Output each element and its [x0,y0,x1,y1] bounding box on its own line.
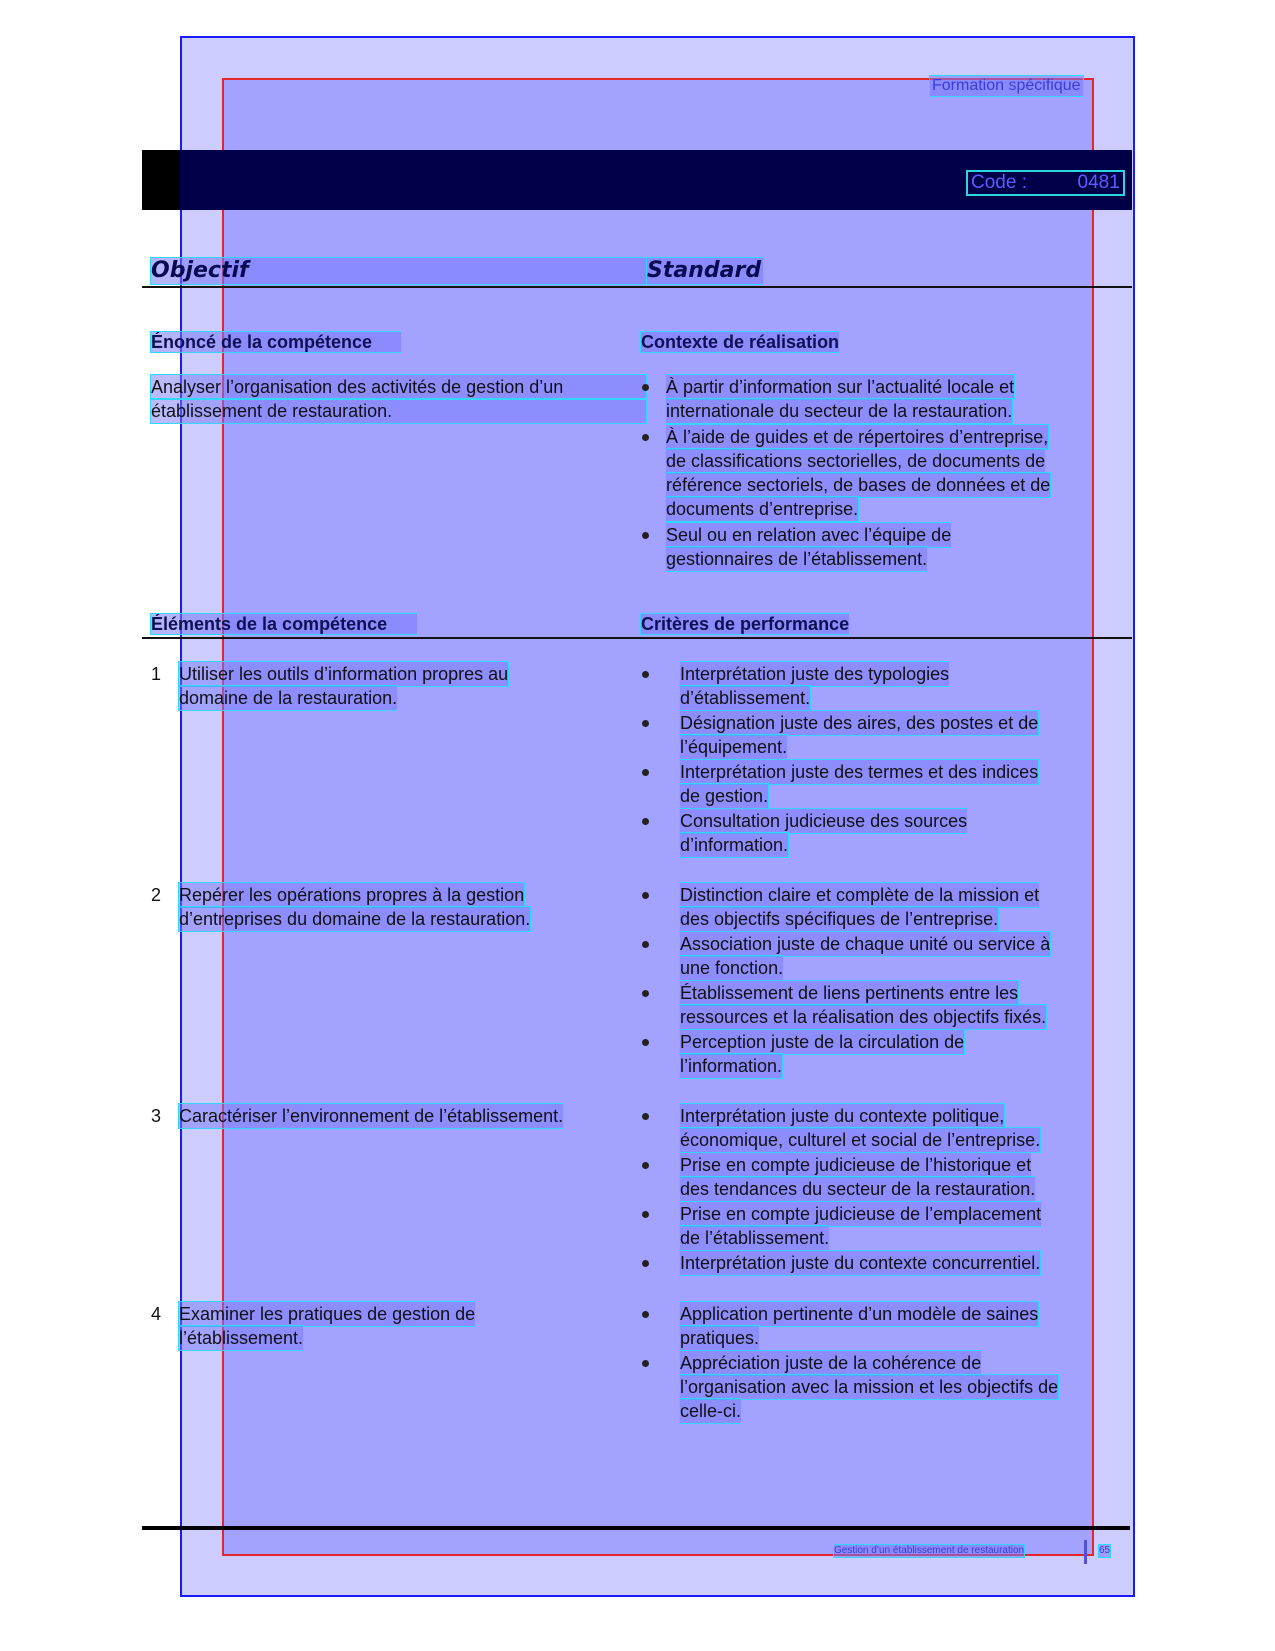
bullet-icon [642,1211,649,1218]
heading-rule [142,286,1132,288]
element-1: 1 Utiliser les outils d’information propres au domaine de la restauration. [151,664,509,708]
criterion: Consultation judicieuse des sources d’information. [641,809,1111,857]
footer-separator [1084,1540,1087,1564]
code-value: 0481 [1077,172,1120,193]
contexte-list [641,375,1101,571]
element-2: 2 Repérer les opérations propres à la gestion d’entreprises du domaine de la restauration. [151,885,531,929]
elements-label: Éléments de la compétence [151,614,417,634]
bullet-icon [642,671,649,678]
criterion: Distinction claire et complète de la mission et des objectifs spécifiques de l’entreprise. [641,883,1111,931]
code-box [966,170,1125,196]
criterion: Prise en compte judicieuse de l’historique et des tendances du secteur de la restauration. [641,1153,1111,1201]
criteres-label: Critères de performance [641,614,850,634]
criteria-list-2 [641,883,1111,1078]
element-4: 4 Examiner les pratiques de gestion de l’établissement. [151,1304,476,1348]
criterion: Établissement de liens pertinents entre les ressources et la réalisation des objectifs fixés. [641,981,1111,1029]
element-3: 3 Caractériser l’environnement de l’établissement. [151,1106,564,1126]
criteria-list-3 [641,1104,1111,1275]
criterion: Interprétation juste des termes et des indices de gestion. [641,760,1111,808]
criterion: Perception juste de la circulation de l’information. [641,1030,1111,1078]
bullet-icon [642,1360,649,1367]
criterion: Appréciation juste de la cohérence de l’organisation avec la mission et les objectifs de celle-ci. [641,1351,1111,1423]
page-number: 65 [1099,1545,1111,1556]
bullet-icon [642,941,649,948]
footer-rule [142,1526,1130,1530]
criterion: Prise en compte judicieuse de l’emplacement de l’établissement. [641,1202,1111,1250]
element-number: 3 [151,1106,162,1126]
objectif-heading: Objectif [151,258,646,284]
contexte-item: Seul ou en relation avec l’équipe de gestionnaires de l’établissement. [641,523,1101,571]
criterion: Association juste de chaque unité ou service à une fonction. [641,932,1111,980]
bullet-icon [642,1039,649,1046]
criterion: Application pertinente d’un modèle de saines pratiques. [641,1302,1111,1350]
bullet-icon [642,720,649,727]
criterion: Interprétation juste du contexte politique, économique, culturel et social de l’entreprise. [641,1104,1111,1152]
enonce-label: Énoncé de la compétence [151,332,401,352]
bullet-icon [642,990,649,997]
criterion: Interprétation juste des typologies d’établissement. [641,662,1111,710]
contexte-item: À partir d’information sur l’actualité locale et internationale du secteur de la restauration. [641,375,1101,423]
criterion: Désignation juste des aires, des postes et de l’équipement. [641,711,1111,759]
enonce-text: Analyser l’organisation des activités de gestion d’un établissement de restauration. [151,375,646,423]
element-number: 2 [151,885,162,905]
contexte-label: Contexte de réalisation [641,332,840,352]
bullet-icon [642,1113,649,1120]
bullet-icon [642,434,649,441]
element-number: 1 [151,664,162,684]
bullet-icon [642,769,649,776]
footer-text: Gestion d’un établissement de restauration [834,1545,1025,1556]
bullet-icon [642,1311,649,1318]
criterion: Interprétation juste du contexte concurrentiel. [641,1251,1111,1275]
bullet-icon [642,818,649,825]
criteria-list-4 [641,1302,1111,1423]
elements-rule [142,637,1132,639]
contexte-item: À l’aide de guides et de répertoires d’entreprise, de classifications sectorielles, de documents de référence sectoriels, de bases de données et de documents d’entreprise. [641,425,1101,521]
code-label: Code : [971,172,1027,193]
criteria-list-1 [641,662,1111,857]
header-title: Formation spécifique [932,77,1081,94]
bullet-icon [642,892,649,899]
standard-heading: Standard [647,258,762,283]
element-number: 4 [151,1304,162,1324]
bullet-icon [642,1260,649,1267]
bullet-icon [642,1162,649,1169]
bullet-icon [642,384,649,391]
header-band-edge [142,150,180,210]
bullet-icon [642,532,649,539]
